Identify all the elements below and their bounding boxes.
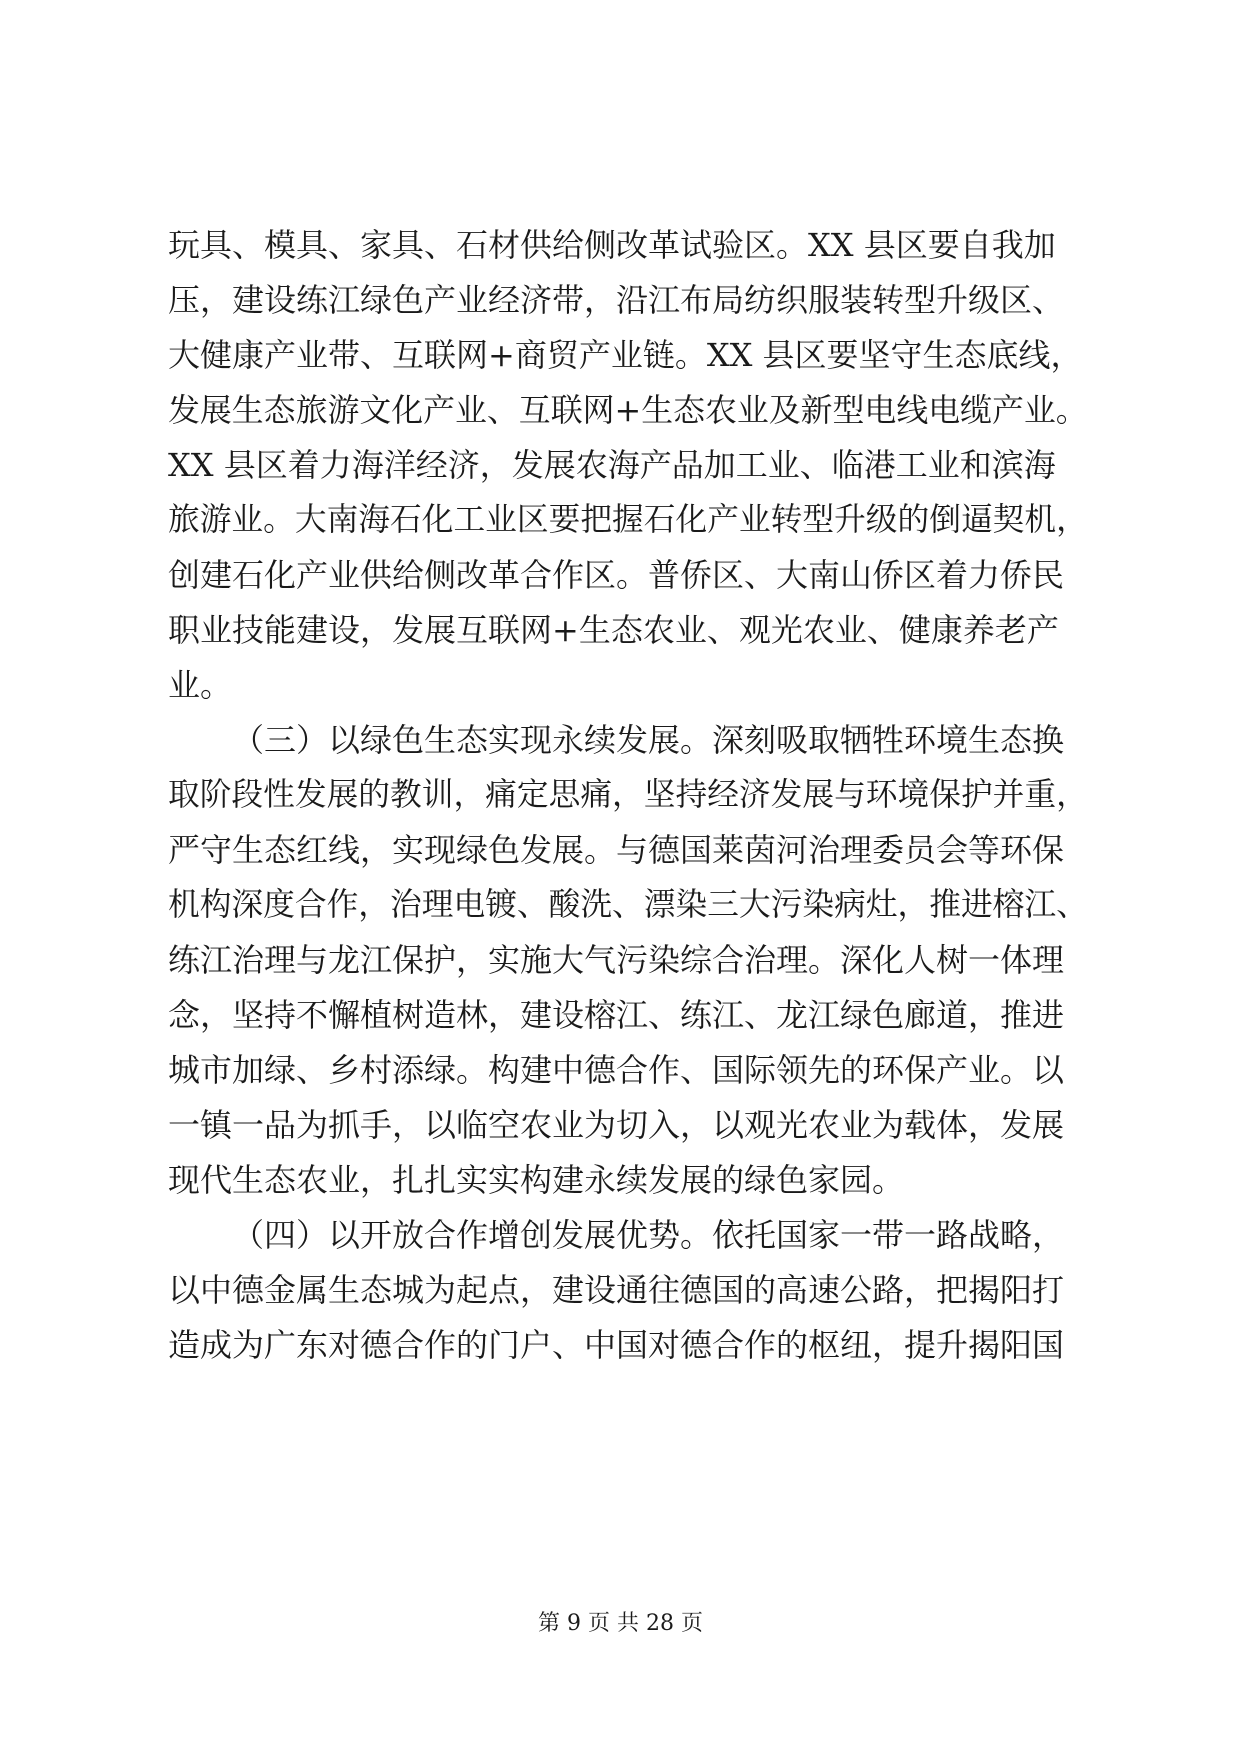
text-line: 玩具、模具、家具、石材供给侧改革试验区。XX 县区要自我加 [168,226,1056,264]
page-number-footer: 第 9 页 共 28 页 [538,1611,703,1636]
text-line: 练江治理与龙江保护，实施大气污染综合治理。深化人树一体理 [168,941,1065,979]
section-heading-line: （三）以绿色生态实现永续发展。深刻吸取牺牲环境生态换 [232,721,1065,759]
text-line: 发展生态旅游文化产业、互联网+生态农业及新型电线电缆产业。 [168,391,1088,429]
text-line: 城市加绿、乡村添绿。构建中德合作、国际领先的环保产业。以 [168,1051,1065,1089]
text-line: 业。 [168,666,233,704]
text-line: 职业技能建设，发展互联网+生态农业、观光农业、健康养老产 [168,611,1059,649]
text-line: 一镇一品为抓手，以临空农业为切入，以观光农业为载体，发展 [168,1106,1065,1144]
text-line: 造成为广东对德合作的门户、中国对德合作的枢纽，提升揭阳国 [168,1326,1065,1364]
text-line: 念，坚持不懈植树造林，建设榕江、练江、龙江绿色廊道，推进 [168,996,1065,1034]
text-line: 机构深度合作，治理电镀、酸洗、漂染三大污染病灶，推进榕江、 [168,887,1088,923]
text-line: 创建石化产业供给侧改革合作区。普侨区、大南山侨区着力侨民 [168,556,1065,594]
text-line: 严守生态红线，实现绿色发展。与德国莱茵河治理委员会等环保 [168,831,1065,869]
section-heading-line: （四）以开放合作增创发展优势。依托国家一带一路战略， [232,1216,1065,1254]
text-line: 大健康产业带、互联网+商贸产业链。XX 县区要坚守生态底线， [168,336,1083,374]
text-line: 压，建设练江绿色产业经济带，沿江布局纺织服装转型升级区、 [168,281,1065,319]
text-line: 旅游业。大南海石化工业区要把握石化产业转型升级的倒逼契机， [168,502,1088,538]
text-line: XX 县区着力海洋经济，发展农海产品加工业、临港工业和滨海 [168,446,1056,484]
text-line: 以中德金属生态城为起点，建设通往德国的高速公路，把揭阳打 [168,1271,1065,1309]
text-line: 取阶段性发展的教训，痛定思痛，坚持经济发展与环境保护并重， [168,777,1088,813]
text-line: 现代生态农业，扎扎实实构建永续发展的绿色家园。 [168,1161,905,1199]
